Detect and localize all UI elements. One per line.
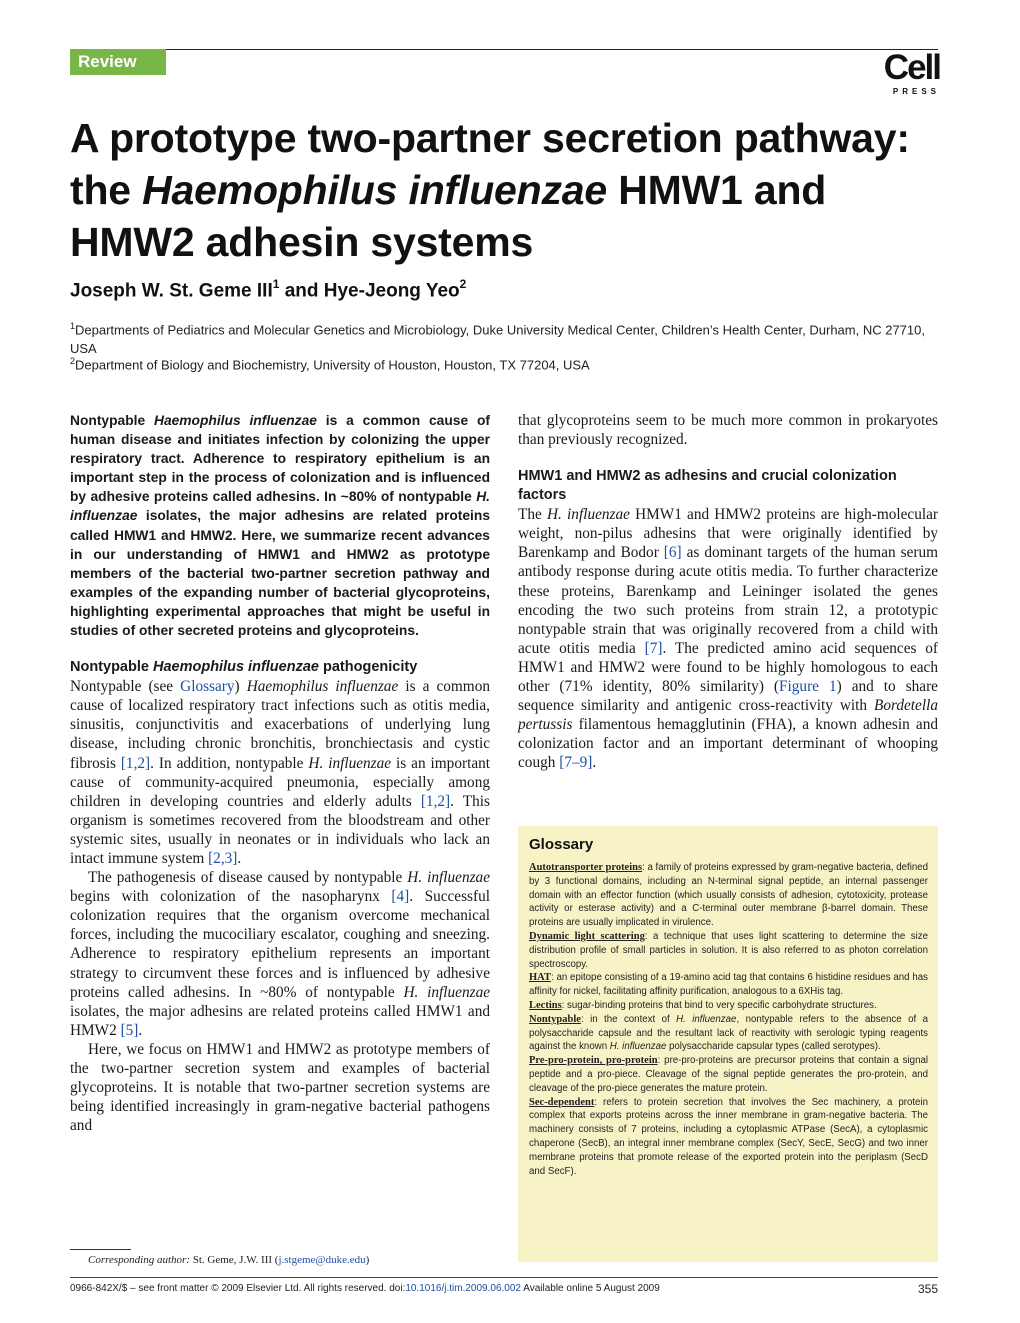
glossary-entry: Pre-pro-protein, pro-protein: pre-pro-proteins are precursor proteins that contain a signal peptide and a pro-piece. Cleavage of the signal peptide generates the pro-protein, and cleavage of the pro-piece generates the mature protein.	[529, 1055, 928, 1094]
citation-link[interactable]: [7]	[644, 639, 663, 657]
abstract: Nontypable Haemophilus influenzae is a common cause of human disease and initiates infection by colonizing the upper respiratory tract. Adherence to respiratory epithelium is an important step in the process of colonization and is influenced by adhesive proteins called adhesins. In ~80% of nontypable H. influenzae isolates, the major adhesins are related proteins called HMW1 and HMW2. Here, we summarize recent advances in our understanding of HMW1 and HMW2 as prototype members of the bacterial two-partner secretion pathway and examples of the expanding number of bacterial glycoproteins, highlighting experimental approaches that might be useful in studies of other secreted proteins and glycoproteins.	[70, 413, 490, 639]
glossary-entry: Dynamic light scattering: a technique that uses light scattering to determine the size distribution profile of small particles in solution. It is also referred to as photon correlation spectroscopy.	[529, 930, 928, 970]
citation-link[interactable]: [2,3]	[208, 849, 238, 867]
footer-rule	[70, 1277, 938, 1278]
figure-link[interactable]: Figure 1	[779, 678, 837, 696]
paragraph: The H. influenzae HMW1 and HMW2 proteins are high-molecular weight, non-pilus adhesins that were originally identified by Barenkamp and Bodor [6] as dominant targets of the human serum antibody response during acute otitis media. To further characterize these proteins, Barenkamp and Leininger isolated the genes encoding the two such proteins from strain 12, a prototypic nontypable strain that was originally recovered from a child with acute otitis media [7]. The predicted amino acid sequences of HMW1 and HMW2 were found to be highly homologous to each other (71% identity, 80% similarity) (Figure 1) and to share sequence similarity and antigenic cross-reactivity with Bordetella pertussis filamentous hemagglutinin (FHA), a known adhesin and colonization factor and an important determinant of whooping cough [7–9].	[518, 506, 939, 772]
glossary-entry: HAT: an epitope consisting of a 19-amino acid tag that contains 6 histidine residues and has affinity for nickel, facilitating affinity purification, analogous to a 6XHis tag.	[529, 972, 928, 998]
paragraph-continuation: that glycoproteins seem to be much more common in prokaryotes than previously recognized.	[518, 412, 938, 449]
glossary-box	[518, 826, 938, 1262]
citation-link[interactable]: [1,2]	[120, 754, 151, 772]
right-column	[518, 411, 938, 773]
page-number: 355	[917, 1282, 938, 1296]
copyright-line: 0966-842X/$ – see front matter © 2009 Elsevier Ltd. All rights reserved. doi:10.1016/j.tim.2009.06.002 Available online 5 August 2009	[70, 1283, 660, 1294]
logo-text: Cell	[883, 48, 940, 87]
citation-link[interactable]: [1,2]	[420, 792, 451, 810]
cell-press-logo	[878, 48, 942, 96]
paragraph: Here, we focus on HMW1 and HMW2 as prototype members of the two-partner secretion system and examples of bacterial glycoproteins. It is notable that two-partner secretion systems are being identified increasingly in gram-negative bacterial pathogens and	[70, 1040, 490, 1135]
citation-link[interactable]: [4]	[391, 888, 410, 906]
glossary-entry: Sec-dependent: refers to protein secretion that involves the Sec machinery, a protein complex that exports proteins across the inner membrane in gram-negative bacteria. The machinery consists of 7 proteins, including a cytoplasmic ATPase (SecA), a cytoplasmic chaperone (SecB), an integral inner membrane complex (SecY, SecE, SecG) and two inner membrane proteins that promote release of the exported protein into the periplasm (SecD and SecF).	[529, 1096, 928, 1177]
citation-link[interactable]: [5]	[120, 1021, 139, 1039]
glossary-entry: Nontypable: in the context of H. influenzae, nontypable refers to the absence of a polysaccharide capsule and the resultant lack of reactivity with serologic typing reagents against the known H. influenzae polysaccharide capsular types (called serotypes).	[529, 1013, 928, 1053]
citation-link[interactable]: [6]	[663, 544, 682, 562]
affiliation-2: $^2$Department of Biology and Biochemistry, University of Houston, Houston, TX 77204, USA	[70, 356, 590, 373]
article-title: A prototype two-partner secretion pathway: the Haemophilus influenzae HMW1 and HMW2 adhesin systems	[70, 115, 910, 265]
author-list: Joseph W. St. Geme III$^1$ and Hye-Jeong Yeo$^2$	[70, 277, 467, 302]
left-column	[70, 411, 490, 1135]
top-rule	[166, 49, 938, 50]
corresponding-author: Corresponding author: St. Geme, J.W. III (j.stgeme@duke.edu)	[88, 1254, 370, 1266]
logo-subtext: PRESS	[892, 87, 940, 96]
paragraph: The pathogenesis of disease caused by nontypable H. influenzae begins with colonization of the nasopharynx [4]. Successful colonization requires that the organism overcome mechanical forces, including the mucociliary escalator, coughing and sneezing. Adherence to respiratory epithelium represents an important strategy to circumvent these forces and is influenced by adhesive proteins called adhesins. In ~80% of nontypable H. influenzae isolates, the major adhesins are related proteins called HMW1 and HMW2 [5].	[70, 869, 491, 1039]
footnote-rule	[70, 1249, 131, 1250]
paragraph: Nontypable (see Glossary) Haemophilus influenzae is a common cause of localized respiratory tract infections such as otitis media, sinusitis, conjunctivitis and exacerbations of underlying lung disease, including chronic bronchitis, bronchiectasis and cystic fibrosis [1,2]. In addition, nontypable H. influenzae is an important cause of community-acquired pneumonia, especially among children in developing countries and elderly adults [1,2]. This organism is sometimes recovered from the bloodstream and other systemic sites, usually in neonates or in individuals who lack an intact immune system [2,3].	[70, 678, 491, 867]
glossary-entry: Autotransporter proteins: a family of proteins expressed by gram-negative bacteria, defined by 3 functional domains, including an N-terminal signal peptide, an internal passenger domain with an effector function (which usually consists of adhesion, cytotoxicity, protease activity or esterase activity) and a C-terminal outer membrane β-barrel domain. These proteins are usually implicated in virulence.	[529, 862, 929, 929]
doi-link[interactable]: 10.1016/j.tim.2009.06.002	[405, 1283, 521, 1294]
section-heading-adhesins: HMW1 and HMW2 as adhesins and crucial colonization factors	[518, 468, 897, 504]
affiliation-1: $^1$Departments of Pediatrics and Molecular Genetics and Microbiology, Duke University Medical Center, Children’s Health Center, Durham, NC 27710, USA	[70, 321, 925, 357]
glossary-title: Glossary	[529, 836, 594, 853]
author-2: Hye-Jeong Yeo	[323, 280, 460, 302]
author-1: Joseph W. St. Geme III	[70, 280, 273, 302]
email-link[interactable]: j.stgeme@duke.edu	[278, 1254, 366, 1266]
glossary-entry: Lectins: sugar-binding proteins that bind to very specific carbohydrate structures.	[529, 999, 877, 1011]
section-heading-pathogenicity: Nontypable Haemophilus influenzae pathogenicity	[70, 659, 418, 676]
section-label: Review	[70, 49, 166, 75]
citation-link[interactable]: [7–9]	[559, 754, 593, 772]
glossary-link[interactable]: Glossary	[180, 678, 235, 696]
